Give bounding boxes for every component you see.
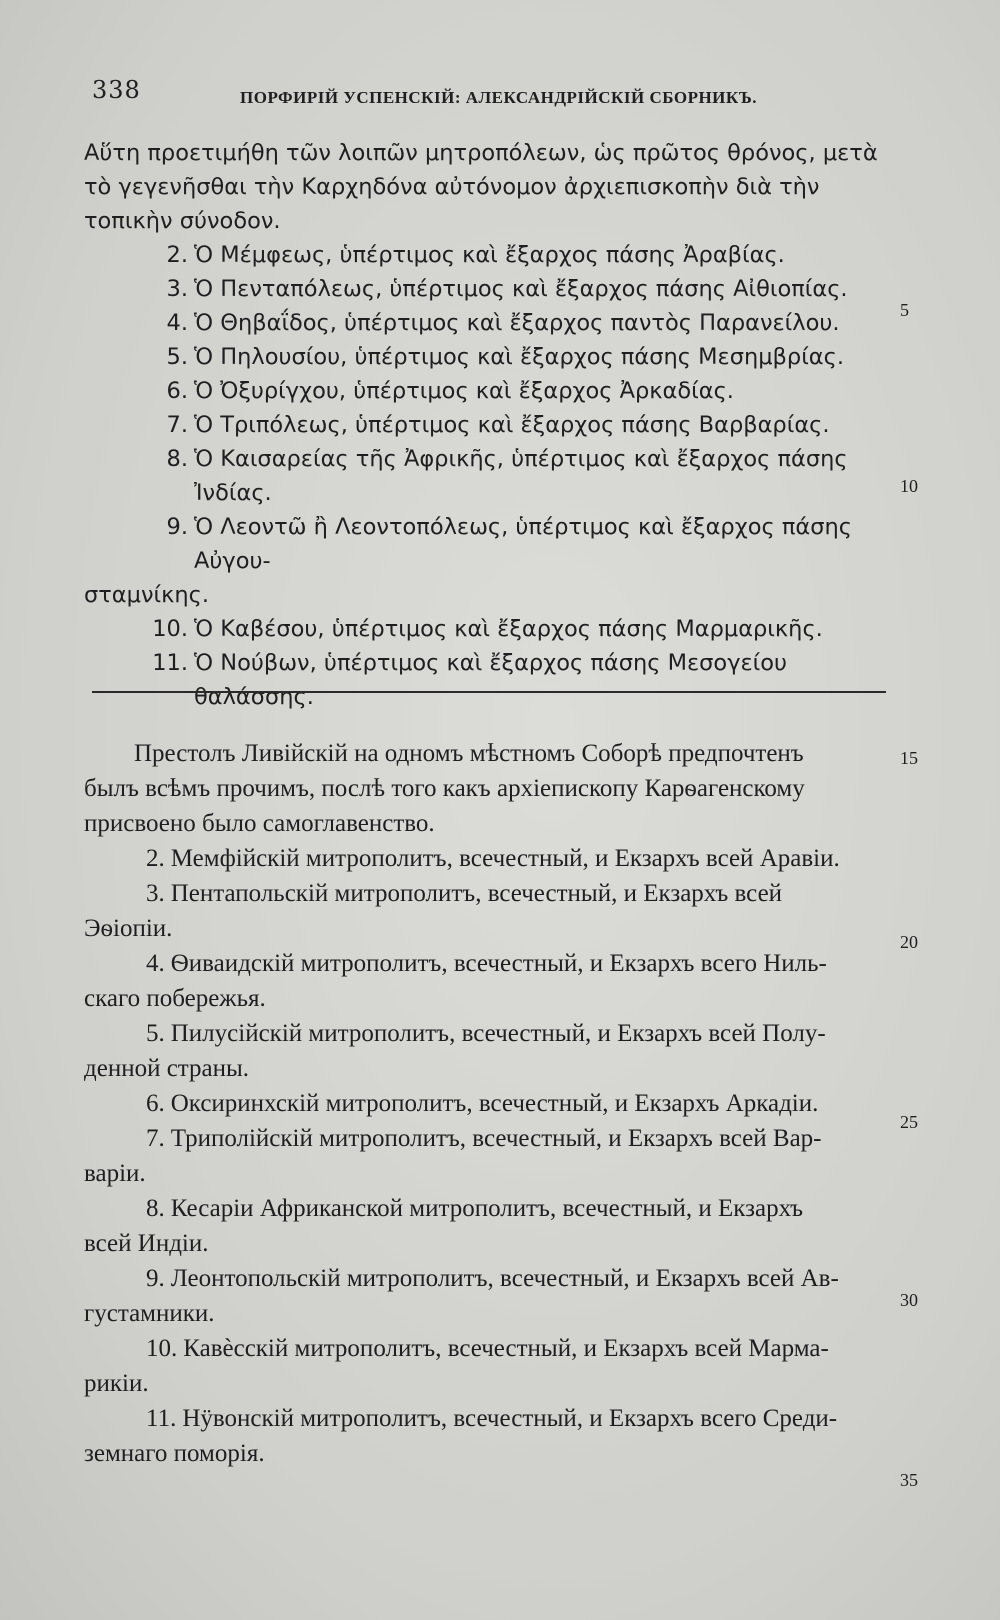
greek-list-item (84, 510, 900, 578)
item-text: Ὁ Θηβαΐδος, ὑπέρτιμος καὶ ἔξαρχος παντὸς Παρανείλου. (194, 310, 840, 336)
greek-list-item (84, 612, 900, 646)
russian-list-item (84, 1121, 900, 1156)
russian-text-block (84, 736, 900, 1471)
russian-list-item (84, 1261, 900, 1296)
item-text: Триполійскій митрополитъ, всечестный, и Екзархъ всей Вар- (170, 1125, 822, 1152)
item-text: Оксиринхскій митрополитъ, всечестный, и Екзархъ Аркадіи. (170, 1090, 819, 1117)
item-text: Ὁ Μέμφεως, ὑπέρτιμος καὶ ἔξαρχος πάσης Ἀραβίας. (194, 242, 785, 268)
russian-list-item (84, 841, 900, 876)
item-number: 11. (152, 650, 188, 676)
item-number: 8. (146, 1195, 165, 1222)
russian-intro-line: присвоено было самоглавенство. (84, 810, 435, 837)
item-continuation: скаго побережья. (84, 985, 266, 1012)
item-number: 9. (146, 1265, 165, 1292)
russian-list-item (84, 1331, 900, 1366)
item-continuation: всей Индіи. (84, 1230, 209, 1257)
item-text: Леонтопольскій митрополитъ, всечестный, и Екзархъ всей Ав- (170, 1265, 839, 1292)
item-text: Ὁ Πηλουσίου, ὑπέρτιμος καὶ ἔξαρχος πάσης Μεσημβρίας. (194, 344, 844, 370)
item-number: 8. (166, 446, 188, 472)
item-number: 7. (146, 1125, 165, 1152)
greek-list-item (84, 238, 900, 272)
item-number: 4. (146, 950, 165, 977)
item-text: Ѳиваидскій митрополитъ, всечестный, и Екзархъ всего Ниль- (170, 950, 827, 977)
item-number: 5. (166, 344, 188, 370)
russian-list-item (84, 1401, 900, 1436)
item-number: 2. (146, 845, 165, 872)
item-number: 5. (146, 1020, 165, 1047)
russian-list-item (84, 876, 900, 911)
item-continuation: денной страны. (84, 1055, 250, 1082)
item-text: Кавѐсскій митрополитъ, всечестный, и Екзархъ всей Марма- (183, 1335, 829, 1362)
greek-intro-paragraph: Αὕτη προετιμήθη τῶν λοιπῶν μητροπόλεων, ὡς πρῶτος θρόνος, μετὰ τὸ γεγενῆσθαι τὴν Καρχηδόνα αὐτόνομον ἀρχιεπισκοπὴν διὰ τὴν τοπικὴν σύνοδον. (84, 140, 878, 234)
item-text: Ὁ Νούβων, ὑπέρτιμος καὶ ἔξαρχος πάσης Μεσογείου θαλάσσης. (194, 650, 788, 710)
margin-line-number: 25 (900, 1112, 918, 1132)
item-text: Ὁ Τριπόλεως, ὑπέρτιμος καὶ ἔξαρχος πάσης Βαρβαρίας. (194, 412, 830, 438)
margin-line-number: 10 (900, 476, 918, 496)
item-text: Мемфійскій митрополитъ, всечестный, и Екзархъ всей Аравіи. (170, 845, 840, 872)
item-number: 7. (166, 412, 188, 438)
item-continuation: Эѳіопіи. (84, 915, 173, 942)
margin-line-number: 35 (900, 1470, 918, 1490)
item-number: 4. (166, 310, 188, 336)
item-text: Ὁ Καισαρείας τῆς Ἀφρικῆς, ὑπέρτιμος καὶ ἔξαρχος πάσης Ἰνδίας. (194, 446, 848, 506)
item-number: 6. (146, 1090, 165, 1117)
section-divider (92, 691, 886, 693)
margin-line-number: 15 (900, 748, 918, 768)
russian-intro-line: Престолъ Ливійскій на одномъ мѣстномъ Соборѣ предпочтенъ (134, 740, 804, 767)
greek-list-item (84, 374, 900, 408)
item-text: Ὁ Λεοντῶ ἢ Λεοντοπόλεως, ὑπέρτιμος καὶ ἔξαρχος πάσης Αὐγου- (194, 514, 852, 574)
item-number: 10. (146, 1335, 178, 1362)
item-text: Ὁ Καβέσου, ὑπέρτιμος καὶ ἔξαρχος πάσης Μαρμαρικῆς. (194, 616, 823, 642)
greek-list-item (84, 408, 900, 442)
greek-list-item (84, 272, 900, 306)
item-continuation: рикіи. (84, 1370, 149, 1397)
item-text: Пилусійскій митрополитъ, всечестный, и Екзархъ всей Полу- (170, 1020, 826, 1047)
item-text: Кесаріи Африканской митрополитъ, всечестный, и Екзархъ (170, 1195, 804, 1222)
item-continuation: земнаго поморія. (84, 1440, 265, 1467)
item-number: 11. (146, 1405, 177, 1432)
item-number: 9. (166, 514, 188, 540)
item-text: Ὁ Ὀξυρίγχου, ὑπέρτιμος καὶ ἔξαρχος Ἀρκαδίας. (194, 378, 734, 404)
item-text: Ὁ Πενταπόλεως, ὑπέρτιμος καὶ ἔξαρχος πάσης Αἰθιοπίας. (194, 276, 848, 302)
item-continuation: варіи. (84, 1160, 146, 1187)
margin-line-number: 30 (900, 1290, 918, 1310)
russian-list-item (84, 1191, 900, 1226)
russian-list-item (84, 946, 900, 981)
greek-text-block (84, 136, 900, 714)
item-number: 10. (152, 616, 188, 642)
greek-list-item (84, 442, 900, 510)
greek-list-item (84, 646, 900, 714)
margin-line-number: 5 (900, 300, 909, 320)
greek-list-item (84, 340, 900, 374)
item-number: 3. (166, 276, 188, 302)
item-number: 2. (166, 242, 188, 268)
item-continuation: σταμνίκης. (84, 582, 210, 608)
item-number: 3. (146, 880, 165, 907)
russian-list-item (84, 1086, 900, 1121)
russian-intro-line: былъ всѣмъ прочимъ, послѣ того какъ архіепископу Карѳагенскому (84, 775, 805, 802)
item-text: Нӱвонскій митрополитъ, всечестный, и Екзархъ всего Среди- (182, 1405, 838, 1432)
russian-list-item (84, 1016, 900, 1051)
item-number: 6. (166, 378, 188, 404)
item-continuation: густамники. (84, 1300, 215, 1327)
margin-line-number: 20 (900, 932, 918, 952)
page-number: 338 (92, 76, 141, 104)
greek-list-item (84, 306, 900, 340)
running-head: ПОРФИРІЙ УСПЕНСКІЙ: АЛЕКСАНДРІЙСКІЙ СБОРНИКЪ. (240, 88, 757, 107)
item-text: Пентапольскій митрополитъ, всечестный, и Екзархъ всей (170, 880, 783, 907)
